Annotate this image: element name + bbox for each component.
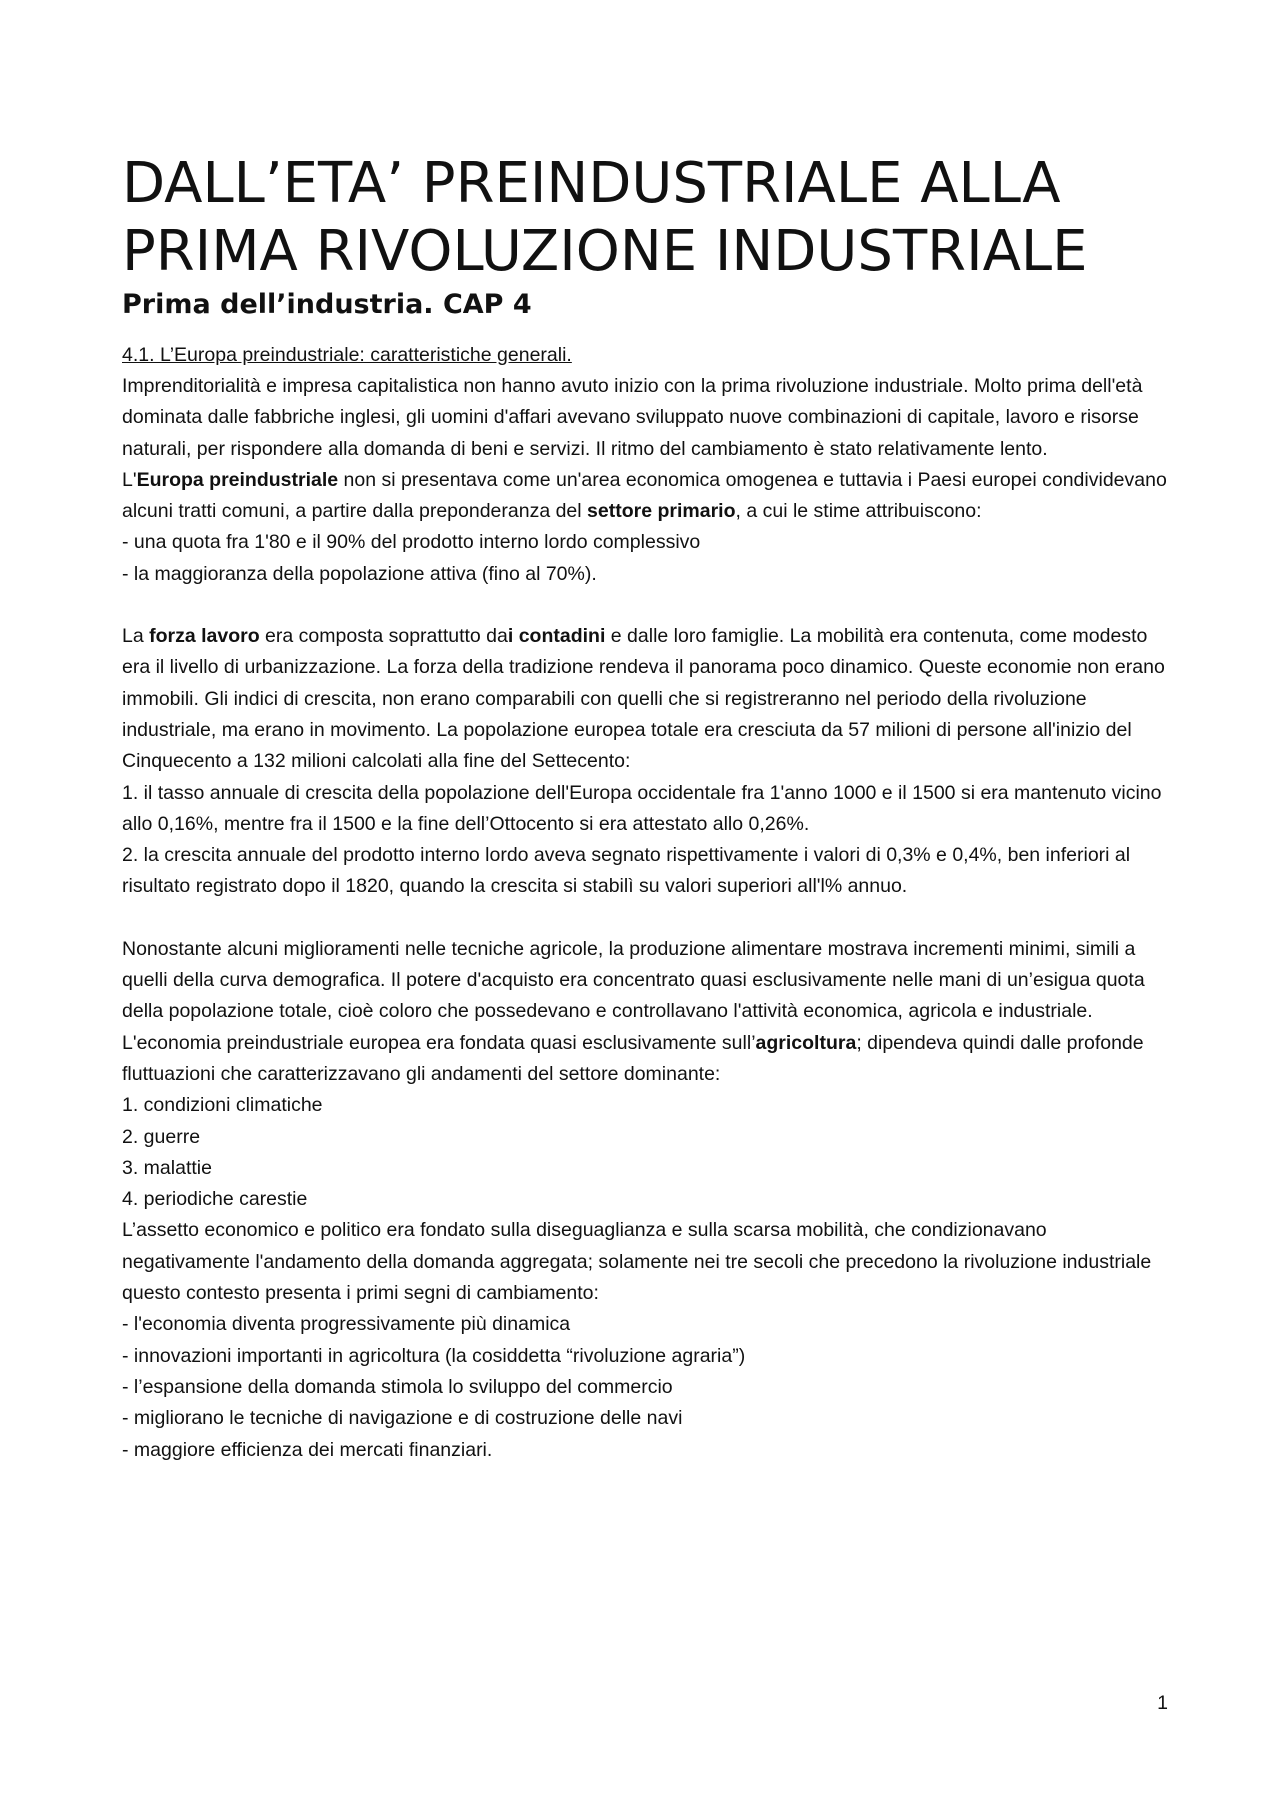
list-item: - maggiore efficienza dei mercati finanziari. <box>122 1438 493 1461</box>
paragraph-entrepreneurship: Imprenditorialità e impresa capitalistica non hanno avuto inizio con la prima rivoluzione industriale. Molto prima dell'età dominata dalle fabbriche inglesi, gli uomini d'affari avevano sviluppato nuove combinazioni di capitale, lavoro e risorse naturali, per rispondere alla domanda di beni e servizi. Il ritmo del cambiamento è stato relativamente lento. <box>122 375 1143 460</box>
list-item: - una quota fra 1'80 e il 90% del prodotto interno lordo complessivo <box>122 531 701 554</box>
bold-term: Europa preindustriale <box>136 468 339 491</box>
bold-term: forza lavoro <box>149 625 260 648</box>
document-title: DALL’ETA’ PREINDUSTRIALE ALLA PRIMA RIVOLUZIONE INDUSTRIALE <box>122 151 1088 284</box>
list-item: - innovazioni importanti in agricoltura (la cosiddetta “rivoluzione agraria”) <box>122 1344 746 1367</box>
list-item: 3. malattie <box>122 1156 212 1179</box>
chapter-subtitle: Prima dell’industria. CAP 4 <box>122 289 532 320</box>
list-item: 1. condizioni climatiche <box>122 1094 323 1117</box>
paragraph-economic-structure: L’assetto economico e politico era fondato sulla diseguaglianza e sulla scarsa mobilità, che condizionavano negativamente l'andamento della domanda aggregata; solamente nei tre secoli che precedono la rivoluzione industriale questo contesto presenta i primi segni di cambiamento: <box>122 1219 1152 1305</box>
list-item: - l'economia diventa progressivamente più dinamica <box>122 1313 571 1336</box>
section-heading: 4.1. L’Europa preindustriale: caratteristiche generali. <box>122 344 572 366</box>
page-number: 1 <box>1157 1692 1168 1714</box>
bold-term: settore primario <box>587 500 736 523</box>
list-item: 2. guerre <box>122 1125 201 1148</box>
list-item: 4. periodiche carestie <box>122 1188 308 1211</box>
paragraph-gap <box>122 903 1170 934</box>
paragraph-workforce: La forza lavoro era composta soprattutto dai contadini e dalle loro famiglie. La mobilità era contenuta, come modesto era il livello di urbanizzazione. La forza della tradizione rendeva il panorama poco dinamico. Queste economie non erano immobili. Gli indici di crescita, non erano comparabili con quelli che si registreranno nel periodo della rivoluzione industriale, ma erano in movimento. La popolazione europea totale era cresciuta da 57 milioni di persone all'inizio del Cinquecento a 132 milioni calcolati alla fine del Settecento: <box>122 625 1165 773</box>
list-item: - la maggioranza della popolazione attiva (fino al 70%). <box>122 562 597 585</box>
page-content <box>122 150 1170 1466</box>
list-item: - migliorano le tecniche di navigazione e di costruzione delle navi <box>122 1407 683 1430</box>
paragraph-preindustrial-europe: L'Europa preindustriale non si presentava come un'area economica omogenea e tuttavia i Paesi europei condividevano alcuni tratti comuni, a partire dalla preponderanza del settore primario, a cui le stime attribuiscono: <box>122 468 1167 523</box>
paragraph-gap <box>122 590 1170 621</box>
list-item: - l’espansione della domanda stimola lo sviluppo del commercio <box>122 1375 673 1398</box>
list-item: 2. la crescita annuale del prodotto interno lordo aveva segnato rispettivamente i valori di 0,3% e 0,4%, ben inferiori al risultato registrato dopo il 1820, quando la crescita si stabilì su valori superiori all'l% annuo. <box>122 844 1131 898</box>
bold-term: i contadini <box>507 625 606 648</box>
paragraph-agriculture: Nonostante alcuni miglioramenti nelle tecniche agricole, la produzione alimentare mostrava incrementi minimi, simili a quelli della curva demografica. Il potere d'acquisto era concentrato quasi esclusivamente nelle mani di un’esigua quota della popolazione totale, cioè coloro che possedevano e controllavano l'attività economica, agricola e industriale. L'economia preindustriale europea era fondata quasi esclusivamente sull’agricoltura; dipendeva quindi dalle profonde fluttuazioni che caratterizzavano gli andamenti del settore dominante: <box>122 937 1145 1085</box>
list-item: 1. il tasso annuale di crescita della popolazione dell'Europa occidentale fra 1'anno 1000 e il 1500 si era mantenuto vicino allo 0,16%, mentre fra il 1500 e la fine dell’Ottocento si era attestato allo 0,26%. <box>122 781 1162 835</box>
bold-term: agricoltura <box>755 1031 857 1054</box>
